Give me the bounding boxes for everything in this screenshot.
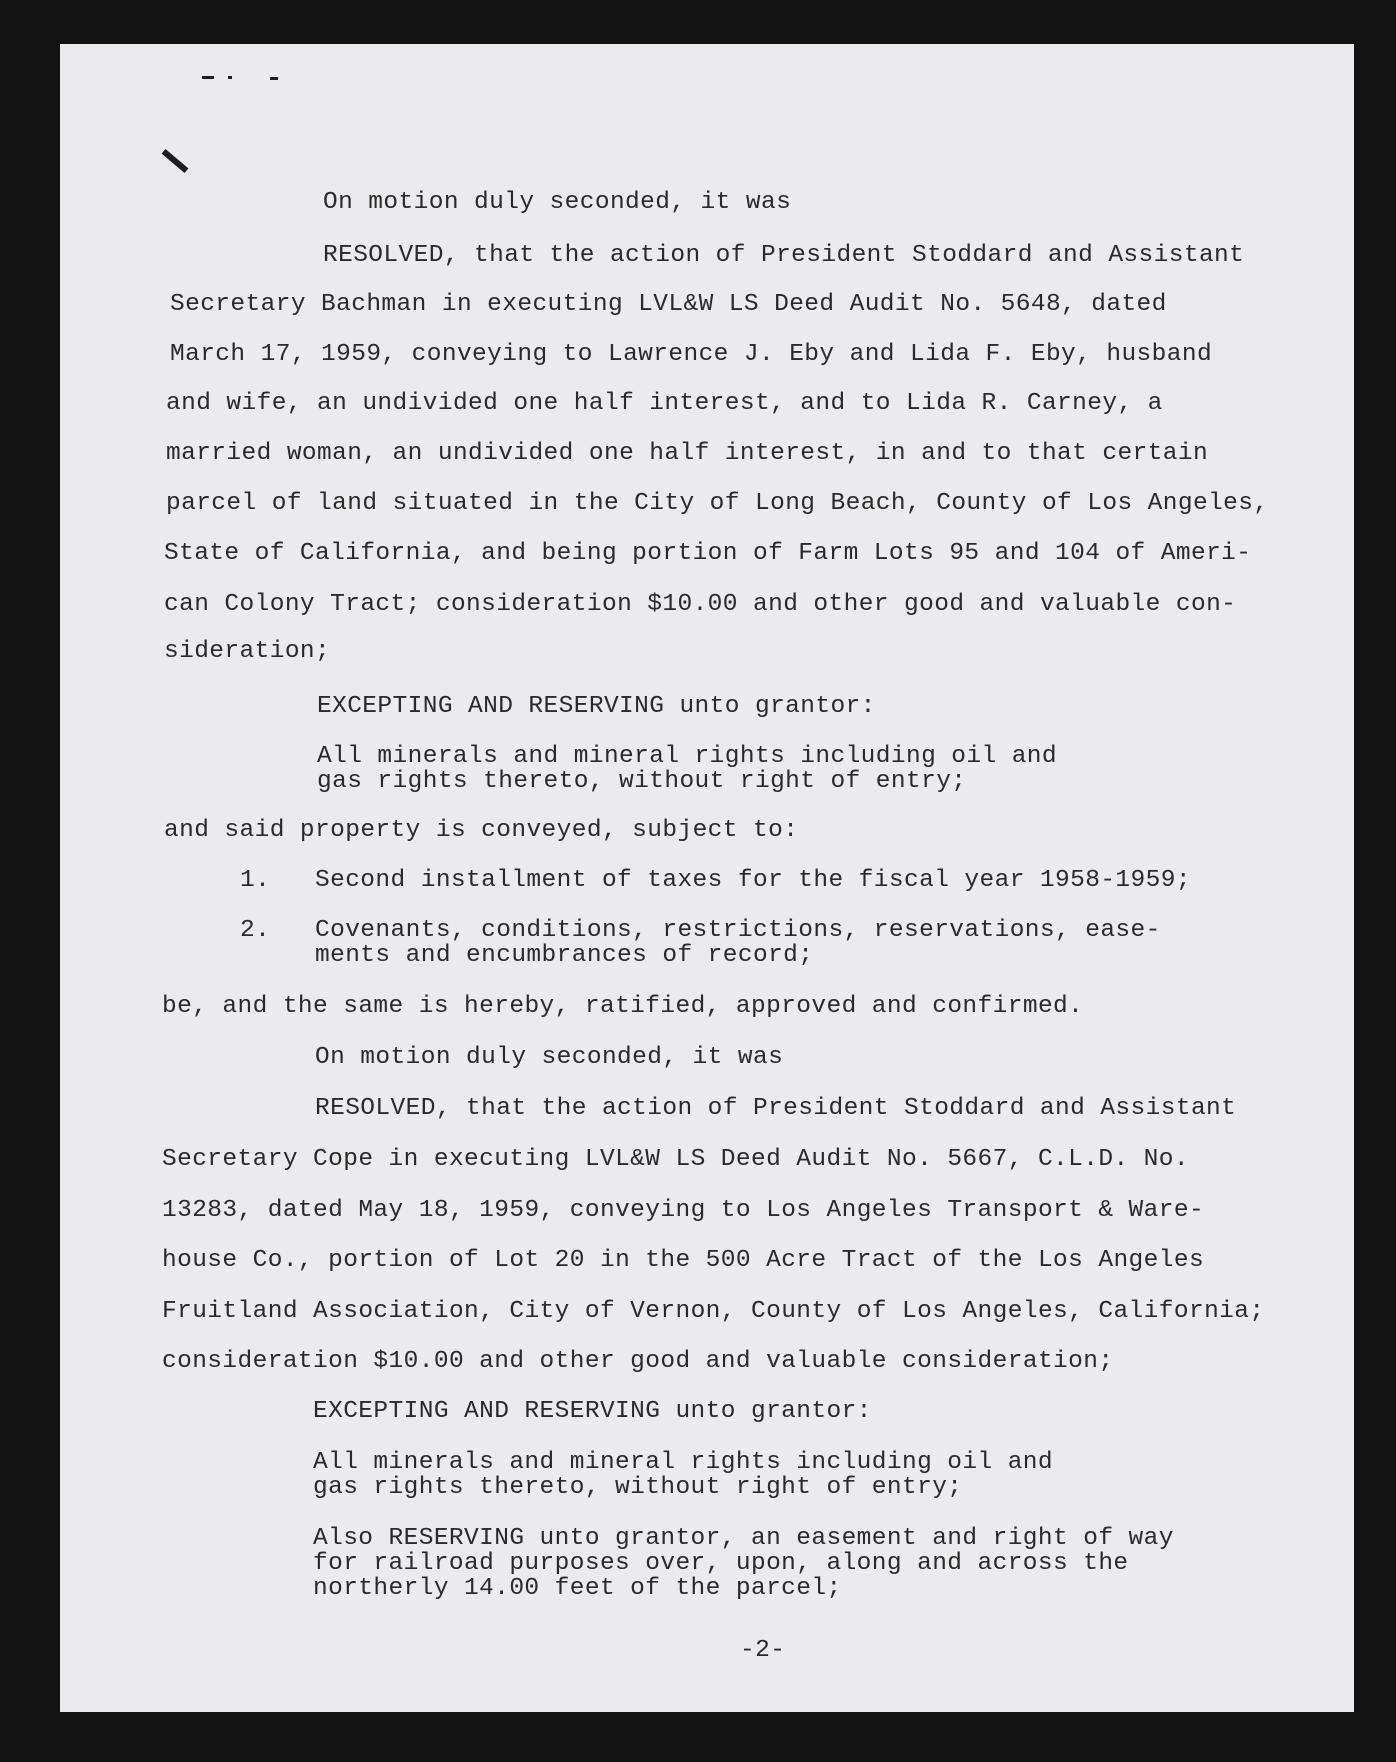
resolved-line: March 17, 1959, conveying to Lawrence J. Eby and Lida F. Eby, husband bbox=[170, 341, 1213, 368]
resolved-line: and wife, an undivided one half interest, and to Lida R. Carney, a bbox=[166, 390, 1163, 417]
item-number: 2. bbox=[240, 917, 271, 944]
item-text: Second installment of taxes for the fiscal year 1958-1959; bbox=[315, 867, 1191, 894]
excepting-text: gas rights thereto, without right of entry; bbox=[317, 768, 967, 795]
resolved-line: Secretary Bachman in executing LVL&W LS Deed Audit No. 5648, dated bbox=[170, 291, 1167, 318]
item-number: 1. bbox=[240, 867, 271, 894]
resolved-line: consideration $10.00 and other good and valuable consideration; bbox=[162, 1348, 1114, 1375]
resolved-line: can Colony Tract; consideration $10.00 and other good and valuable con- bbox=[164, 591, 1237, 618]
reserving-text: Also RESERVING unto grantor, an easement and right of way bbox=[313, 1525, 1174, 1552]
resolved-line: 13283, dated May 18, 1959, conveying to Los Angeles Transport & Ware- bbox=[162, 1197, 1205, 1224]
page-number: -2- bbox=[740, 1637, 786, 1664]
motion-intro: On motion duly seconded, it was bbox=[323, 189, 792, 216]
resolved-line: RESOLVED, that the action of President Stoddard and Assistant bbox=[323, 242, 1245, 269]
excepting-text: All minerals and mineral rights including oil and bbox=[317, 743, 1058, 770]
resolved-line: RESOLVED, that the action of President Stoddard and Assistant bbox=[315, 1095, 1237, 1122]
item-text: Covenants, conditions, restrictions, reservations, ease- bbox=[315, 917, 1161, 944]
excepting-text: gas rights thereto, without right of entry; bbox=[313, 1474, 963, 1501]
resolved-line: State of California, and being portion of Farm Lots 95 and 104 of Ameri- bbox=[164, 540, 1252, 567]
reserving-text: for railroad purposes over, upon, along and across the bbox=[313, 1550, 1129, 1577]
closing-line: be, and the same is hereby, ratified, approved and confirmed. bbox=[162, 993, 1084, 1020]
reserving-text: northerly 14.00 feet of the parcel; bbox=[313, 1575, 842, 1602]
resolved-line: parcel of land situated in the City of Long Beach, County of Los Angeles, bbox=[166, 490, 1269, 517]
resolved-line: Secretary Cope in executing LVL&W LS Deed Audit No. 5667, C.L.D. No. bbox=[162, 1146, 1189, 1173]
resolved-line: Fruitland Association, City of Vernon, County of Los Angeles, California; bbox=[162, 1298, 1265, 1325]
excepting-text: All minerals and mineral rights including oil and bbox=[313, 1449, 1054, 1476]
motion-intro: On motion duly seconded, it was bbox=[315, 1044, 784, 1071]
subject-intro: and said property is conveyed, subject to: bbox=[164, 817, 799, 844]
excepting-heading: EXCEPTING AND RESERVING unto grantor: bbox=[313, 1398, 872, 1425]
resolved-line: married woman, an undivided one half interest, in and to that certain bbox=[166, 440, 1209, 467]
resolved-line: house Co., portion of Lot 20 in the 500 Acre Tract of the Los Angeles bbox=[162, 1247, 1205, 1274]
excepting-heading: EXCEPTING AND RESERVING unto grantor: bbox=[317, 693, 876, 720]
resolved-line: sideration; bbox=[164, 638, 331, 665]
item-text: ments and encumbrances of record; bbox=[315, 942, 814, 969]
